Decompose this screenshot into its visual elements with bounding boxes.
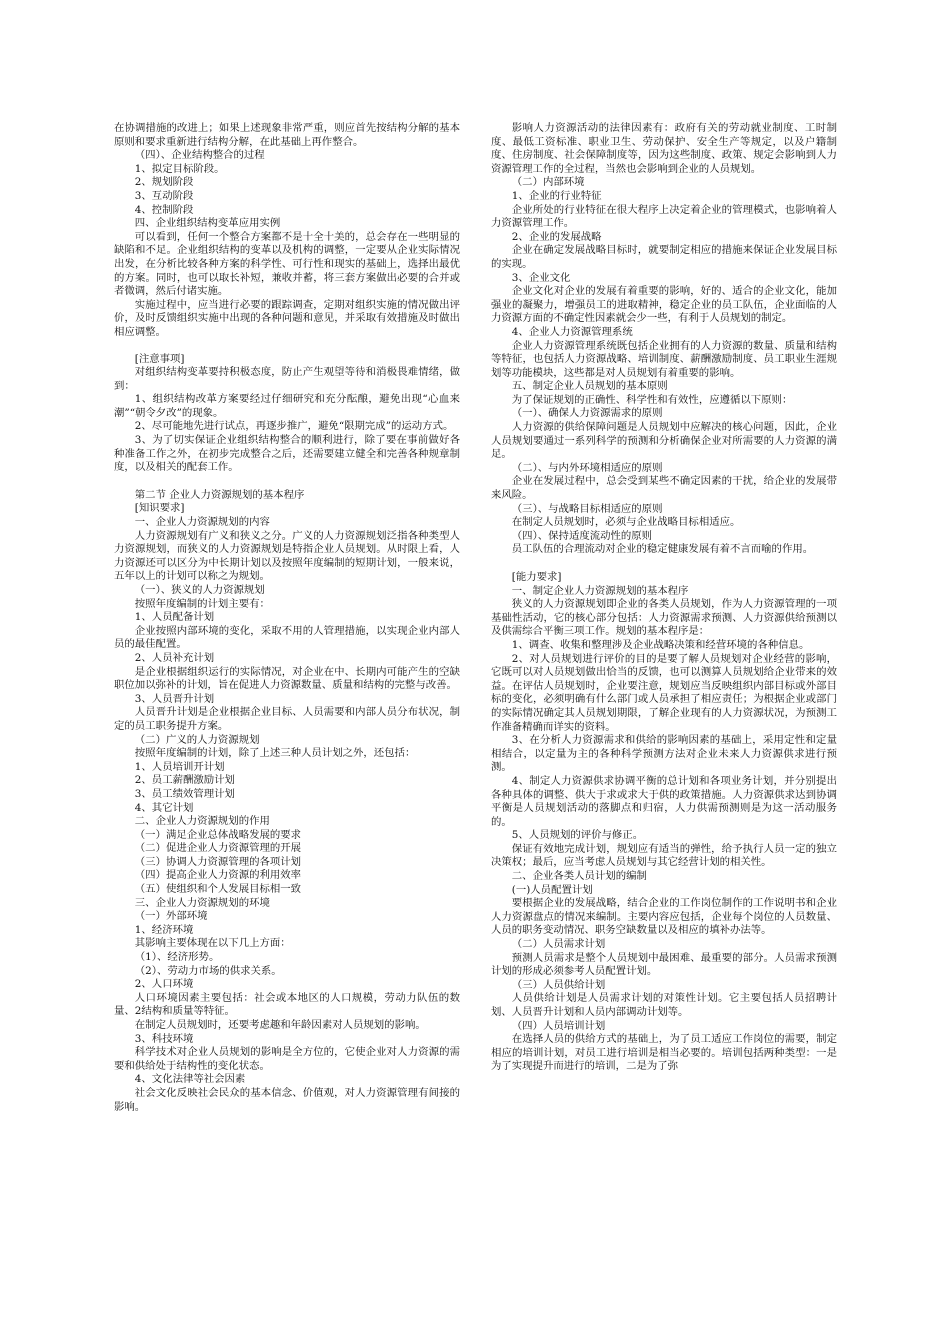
paragraph: 其影响主要体现在以下几上方面： [134, 937, 291, 950]
paragraph: （四）、保持适度流动性的原则 [511, 529, 653, 542]
paragraph: 员工队伍的合理流动对企业的稳定健康发展有着不言而喻的作用。 [511, 543, 814, 556]
paragraph: 科学技术对企业人员规划的影响是全方位的，它使企业对人力资源的需要和供给处于结构性的变化状态。 [114, 1046, 460, 1072]
paragraph: （一）满足企业总体战略发展的要求 [134, 828, 302, 841]
paragraph: （一）、狭义的人力资源规划 [134, 584, 265, 596]
paragraph: 二、企业各类人员计划的编制 [511, 870, 647, 883]
paragraph: （五）使组织和个人发展目标相一致 [134, 883, 302, 896]
paragraph: 是企业根据组织运行的实际情况，对企业在中、长期内可能产生的空缺职位加以弥补的计划，旨在促进人力资源数量、质量和结构的完整与改善。 [114, 665, 460, 692]
paragraph: 按照年度编制的计划，除了上述三种人员计划之外，还包括： [134, 747, 416, 760]
paragraph: 对组织结构变革要持积极态度，防止产生观望等待和消极畏难情绪，做到： [114, 366, 460, 392]
paragraph: 要根据企业的发展战略，结合企业的工作岗位制作的工作说明书和企业人力资源盘点的情况来编制。主要内容应包括，企业每个岗位的人员数量、人员的职务变动情况、职务空缺数量以及相应的填补办法等。 [491, 897, 837, 937]
paragraph: 1、人员配备计划 [134, 611, 215, 624]
paragraph: 在制定人员规划时，必须与企业战略目标相适应。 [511, 516, 741, 529]
left-column [114, 122, 460, 1114]
paragraph: 1、调查、收集和整理涉及企业战略决策和经营环境的各种信息。 [511, 638, 810, 651]
paragraph: [能力要求] [511, 571, 562, 583]
paragraph: 4、制定人力资源供求协调平衡的总计划和各项业务计划，并分别提出各种具体的调整、供大于求或求大于供的政策措施。人力资源供求达到协调平衡是人员规划活动的落脚点和归宿，人力供需预测则是为这一活动服务的。 [491, 774, 837, 828]
paragraph: 企业文化对企业的发展有着重要的影响，好的、适合的企业文化，能加强业的凝聚力，增强员工的进取精神，稳定企业的员工队伍，企业面临的人力资源方面的不确定性因素就会少一些，有利于人员规划的制定。 [491, 285, 837, 325]
right-column [491, 122, 837, 1074]
paragraph: （1）、经济形势。 [134, 951, 220, 964]
paragraph: 4、其它计划 [134, 801, 194, 814]
paragraph: 按照年度编制的计划主要有： [134, 597, 270, 610]
paragraph: 狭义的人力资源规划即企业的各类人员规划，作为人力资源管理的一项基础性活动，它的核心部分包括：人力资源需求预测、人力资源供给预测以及供需综合平衡三项工作。规划的基本程序是： [491, 598, 837, 638]
paragraph: 企业所处的行业特征在很大程序上决定着企业的管理模式，也影响着人力资源管理工作。 [491, 203, 837, 230]
paragraph: （四）人员培训计划 [511, 1019, 606, 1032]
paragraph: 保证有效地完成计划，规划应有适当的弹性，给予执行人员一定的独立决策权；最后，应当考虑人员规划与其它经营计划的相关性。 [491, 842, 837, 869]
paragraph: （三）协调人力资源管理的各项计划 [134, 855, 302, 868]
paragraph: 企业在发展过程中，总会受到某些不确定因素的干扰，给企业的发展带来风险。 [491, 475, 837, 502]
paragraph: （二）内部环境 [511, 176, 585, 189]
paragraph: 1、人员培训开计划 [134, 760, 225, 773]
paragraph: 4、控制阶段 [134, 203, 194, 216]
paragraph: 2、规划阶段 [134, 176, 194, 189]
paragraph: 1、组织结构改革方案要经过仔细研究和充分酝酿，避免出现“心血来潮”“朝令夕改”的现象。 [114, 393, 460, 419]
paragraph: （2）、劳动力市场的供求关系。 [134, 964, 282, 977]
paragraph: 在协调措施的改进上；如果上述现象非常严重，则应首先按结构分解的基本原则和要求重新进行结构分解，在此基础上再作整合。 [114, 122, 460, 148]
paragraph: （三）人员供给计划 [511, 978, 606, 991]
paragraph: （四）提高企业人力资源的利用效率 [134, 869, 302, 882]
paragraph: 五、制定企业人员规划的基本原则 [511, 380, 668, 393]
paragraph: 4、企业人力资源管理系统 [511, 325, 633, 338]
paragraph: 3、科技环境 [134, 1032, 194, 1045]
paragraph: 预测人员需求是整个人员规划中最困难、最重要的部分。人员需求预测计划的形成必须参考人员配置计划。 [491, 951, 837, 978]
paragraph: 2、尽可能地先进行试点，再逐步推广，避免“限期完成”的运动方式。 [134, 420, 454, 433]
paragraph: （二）广义的人力资源规划 [134, 733, 260, 746]
paragraph: 2、企业的发展战略 [511, 230, 602, 243]
paragraph: 一、企业人力资源规划的内容 [134, 516, 270, 529]
paragraph: 一、制定企业人力资源规划的基本程序 [511, 584, 689, 597]
paragraph: 2、对人员规划进行评价的目的是要了解人员规划对企业经营的影响，它既可以对人员规划做出恰当的反馈，也可以测算人员规划给企业带来的效益。在评估人员规划时，企业要注意，规划应当反映组织内部目标或外部目标的变化，必须明确有什么部门或人员承担了相应责任；为根据企业或部门的实际情况确定其人员规划期限，了解企业现有的人力资源状况，为预测工作准备精确而详实的资料。 [491, 652, 837, 733]
paragraph: （二）促进企业人力资源管理的开展 [134, 842, 302, 855]
paragraph: 二、企业人力资源规划的作用 [134, 815, 270, 828]
paragraph: 企业人力资源管理系统既包括企业拥有的人力资源的数量、质量和结构等特征，也包括人力资源战略、培训制度、薪酬激励制度、员工职业生涯规划等功能模块，这些都是对人员规划有着重要的影响。 [491, 339, 837, 379]
paragraph: 企业在确定发展战略目标时，就要制定相应的措施来保证企业发展目标的实现。 [491, 244, 837, 270]
paragraph: 社会文化反映社会民众的基本信念、价值观，对人力资源管理有间接的影响。 [114, 1086, 460, 1113]
paragraph: [知识要求] [134, 502, 185, 515]
paragraph: 1、企业的行业特征 [511, 189, 602, 202]
paragraph: 实施过程中，应当进行必要的跟踪调查，定期对组织实施的情况做出评价，及时反馈组织实施中出现的各种问题和意见，并采取有效措施及时做出相应调整。 [114, 298, 460, 338]
paragraph: 3、在分析人力资源需求和供给的影响因素的基础上，采用定性和定量相结合，以定量为主的各种科学预测方法对企业未来人力资源供求进行预测。 [491, 734, 837, 774]
paragraph: （一）、确保人力资源需求的原则 [511, 407, 663, 420]
paragraph: 2、人员补充计划 [134, 651, 215, 664]
paragraph: 人力资源的供给保障问题是人员规划中应解决的核心问题，因此，企业人员规划要通过一系列科学的预测和分析确保企业对所需要的人力资源的满足。 [491, 421, 837, 461]
paragraph: 2、员工薪酬激励计划 [134, 774, 235, 787]
paragraph: 3、员工绩效管理计划 [134, 787, 235, 800]
paragraph: 四、企业组织结构变革应用实例 [134, 217, 281, 230]
paragraph: 3、互动阶段 [134, 189, 194, 202]
paragraph: 人员晋升计划是企业根据企业目标、人员需要和内部人员分布状况，制定的员工职务提升方案。 [114, 706, 460, 732]
paragraph: 5、人员规划的评价与修正。 [511, 829, 644, 842]
paragraph: [注意事项] [134, 352, 185, 365]
paragraph: (一)人员配置计划 [511, 883, 593, 896]
paragraph: 1、经济环境 [134, 923, 194, 936]
paragraph: （三）、与战略目标相适应的原则 [511, 502, 663, 515]
paragraph: 可以看到，任何一个整合方案都不是十全十美的，总会存在一些明显的缺陷和不足。企业组织结构的变革以及机构的调整，一定要从企业实际情况出发，在分析比较各种方案的科学性、可行性和现实的基础上，选择出最优的方案。同时，也可以取长补短，兼收并蓄，将三套方案做出必要的合并或者微调，然后付诸实施。 [114, 230, 460, 298]
paragraph: 影响人力资源活动的法律因素有：政府有关的劳动就业制度、工时制度、最低工资标准、职业卫生、劳动保护、安全生产等规定，以及户籍制度、住房制度、社会保障制度等，因为这些制度、政策、规定会影响到人力资源管理工作的全过程，当然也会影响到企业的人员规划。 [491, 122, 837, 175]
paragraph: 三、企业人力资源规划的环境 [134, 896, 270, 909]
paragraph: 1、拟定目标阶段。 [134, 162, 225, 175]
paragraph: （二）人员需求计划 [511, 938, 606, 951]
paragraph: 3、人员晋升计划 [134, 692, 215, 705]
paragraph: （一）外部环境 [134, 910, 208, 923]
paragraph: 为了保证规划的正确性、科学性和有效性，应遵循以下原则： [511, 393, 793, 406]
paragraph: 人力资源规划有广义和狭义之分。广义的人力资源规划泛指各种类型人力资源规划，而狭义的人力资源规划是特指企业人员规划。从时限上看，人力资源还可以区分为中长期计划以及按照年度编制的短期计划，一般来说，五年以上的计划可以称之为规划。 [114, 529, 460, 583]
paragraph: 人口环境因素主要包括：社会或本地区的人口规模，劳动力队伍的数量、2结构和质量等特征。 [114, 991, 460, 1018]
paragraph: 2、人口环境 [134, 978, 194, 991]
paragraph: 第二节 企业人力资源规划的基本程序 [134, 488, 305, 501]
paragraph: 3、为了切实保证企业组织结构整合的顺利进行，除了要在事前做好各种准备工作之外，在初步完成整合之后，还需要建立健全和完善各种规章制度，以及相关的配套工作。 [114, 434, 460, 474]
paragraph: 在制定人员规划时，还要考虑趣和年龄因素对人员规划的影响。 [134, 1019, 426, 1031]
paragraph: 4、文化法律等社会因素 [134, 1073, 246, 1086]
paragraph: （二）、与内外环境相适应的原则 [511, 461, 663, 474]
paragraph: 在选择人员的供给方式的基础上，为了员工适应工作岗位的需要，制定相应的培训计划，对员工进行培训是相当必要的。培训包括两种类型：一是为了实现提升而进行的培训，二是为了弥 [491, 1033, 837, 1073]
paragraph: 人员供给计划是人员需求计划的对策性计划。它主要包括人员招聘计划、人员晋升计划和人员内部调动计划等。 [491, 992, 837, 1018]
paragraph: 企业按照内部环境的变化，采取不用的人管理措施，以实现企业内部人员的最佳配置。 [114, 624, 460, 651]
paragraph: 3、企业文化 [511, 271, 571, 284]
paragraph: （四）、企业结构整合的过程 [134, 149, 265, 162]
